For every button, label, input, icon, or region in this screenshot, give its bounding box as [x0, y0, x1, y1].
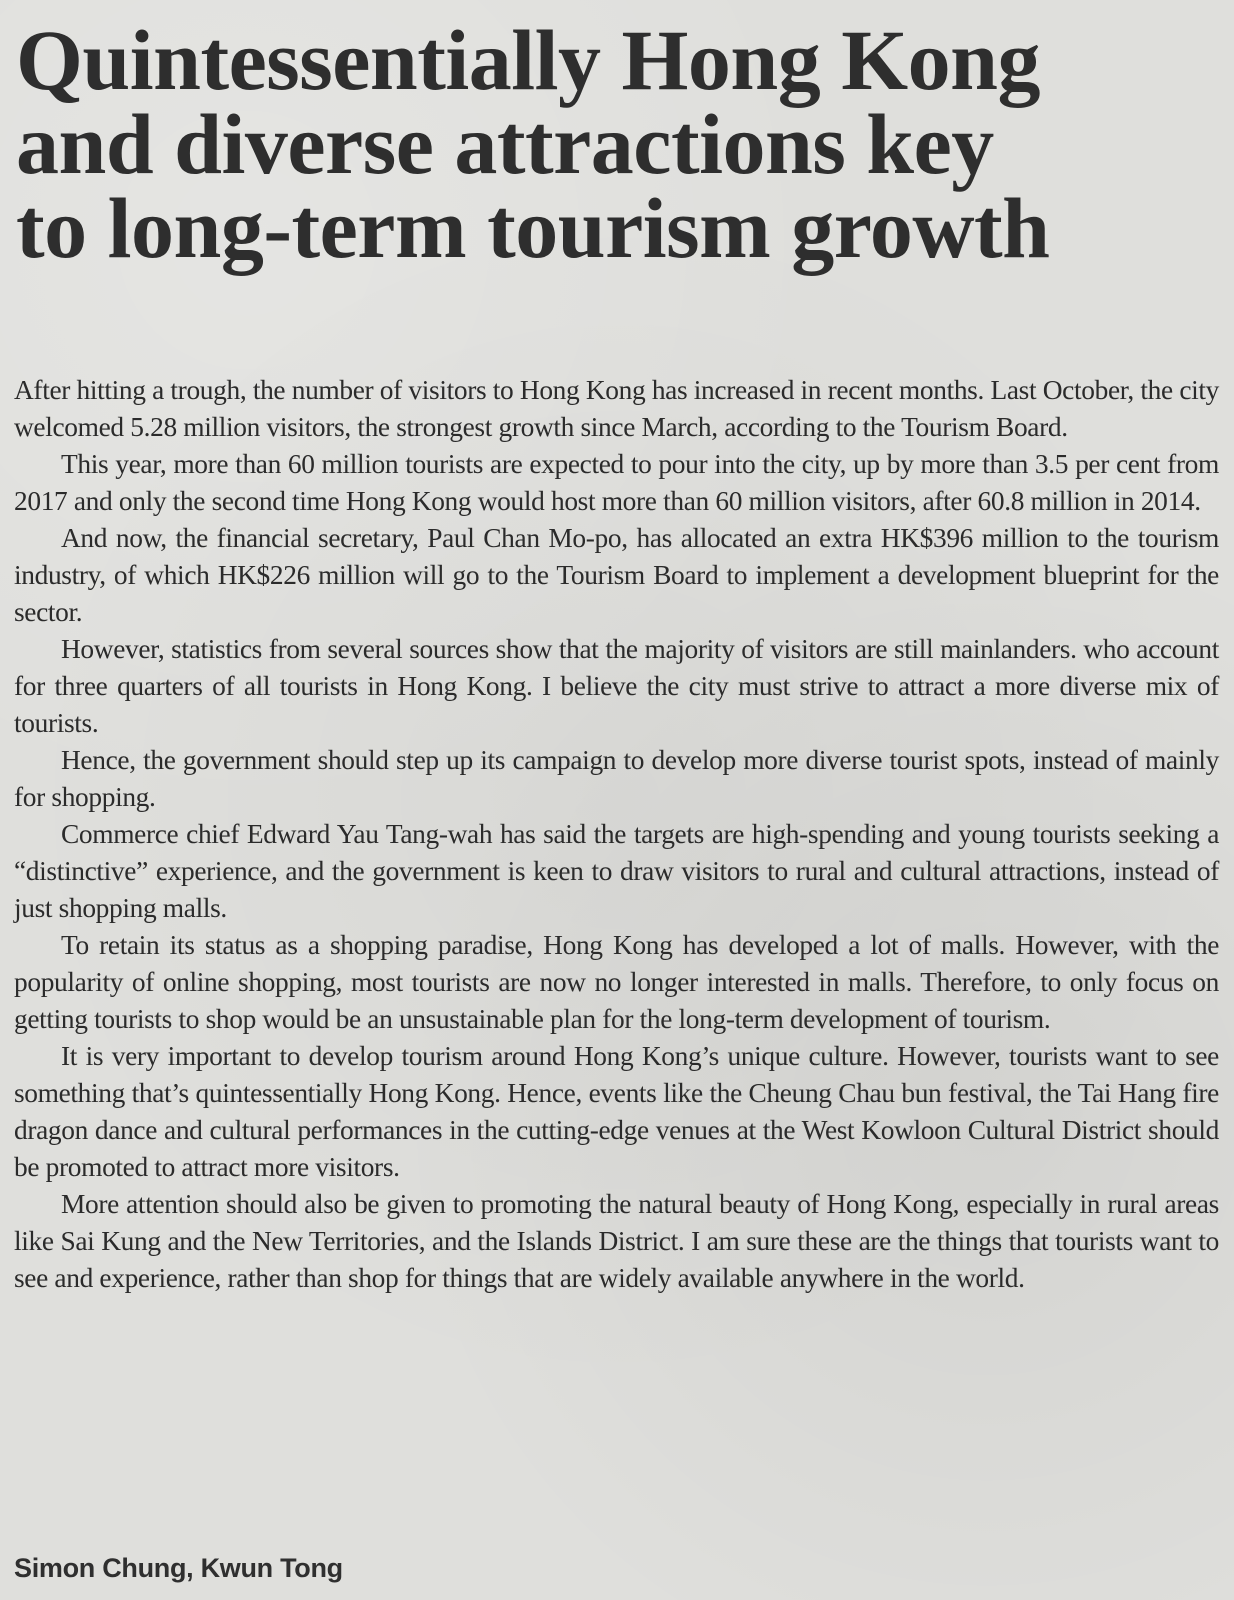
author-byline: Simon Chung, Kwun Tong — [14, 1553, 343, 1583]
paragraph-9: More attention should also be given to promoting the natural beauty of Hong Kong, especially in rural areas like Sai Kung and the New Territories, and the Islands District. I am sure these are the things that tourists want to see and experience, rather than shop for things that are widely available anywhere in the world. — [14, 1189, 1219, 1293]
paragraph-2: This year, more than 60 million tourists are expected to pour into the city, up by more than 3.5 per cent from 2017 and only the second time Hong Kong would host more than 60 million visitors, after 60.8 million in 2014. — [14, 449, 1219, 516]
paragraph-1: After hitting a trough, the number of visitors to Hong Kong has increased in recent months. Last October, the city welcomed 5.28 million visitors, the strongest growth since March, according to the Tourism Board. — [14, 375, 1219, 442]
paragraph-5: Hence, the government should step up its campaign to develop more diverse tourist spots, instead of mainly for shopping. — [14, 745, 1219, 812]
article-headline — [16, 12, 1216, 276]
paragraph-4: However, statistics from several sources show that the majority of visitors are still mainlanders. who account for three quarters of all tourists in Hong Kong. I believe the city must strive to attract a more diverse mix of tourists. — [14, 634, 1219, 738]
paragraph-7: To retain its status as a shopping paradise, Hong Kong has developed a lot of malls. However, with the popularity of online shopping, most tourists are now no longer interested in malls. Therefore, to only focus on getting tourists to shop would be an unsustainable plan for the long-term development of tourism. — [14, 930, 1219, 1034]
paragraph-3: And now, the financial secretary, Paul Chan Mo-po, has allocated an extra HK$396 million to the tourism industry, of which HK$226 million will go to the Tourism Board to implement a development blueprint for the sector. — [14, 523, 1219, 627]
headline-line-1: Quintessentially Hong Kong — [16, 12, 1040, 108]
headline-line-2: and diverse attractions key — [16, 96, 994, 192]
paragraph-6: Commerce chief Edward Yau Tang-wah has said the targets are high-spending and young tourists seeking a “distinctive” experience, and the government is keen to draw visitors to rural and cultural attractions, instead of just shopping malls. — [14, 819, 1219, 923]
article-body — [14, 372, 1219, 1297]
headline-line-3: to long-term tourism growth — [16, 180, 1050, 276]
paragraph-8: It is very important to develop tourism around Hong Kong’s unique culture. However, tourists want to see something that’s quintessentially Hong Kong. Hence, events like the Cheung Chau bun festival, the Tai Hang fire dragon dance and cultural performances in the cutting-edge venues at the West Kowloon Cultural District should be promoted to attract more visitors. — [14, 1041, 1219, 1182]
